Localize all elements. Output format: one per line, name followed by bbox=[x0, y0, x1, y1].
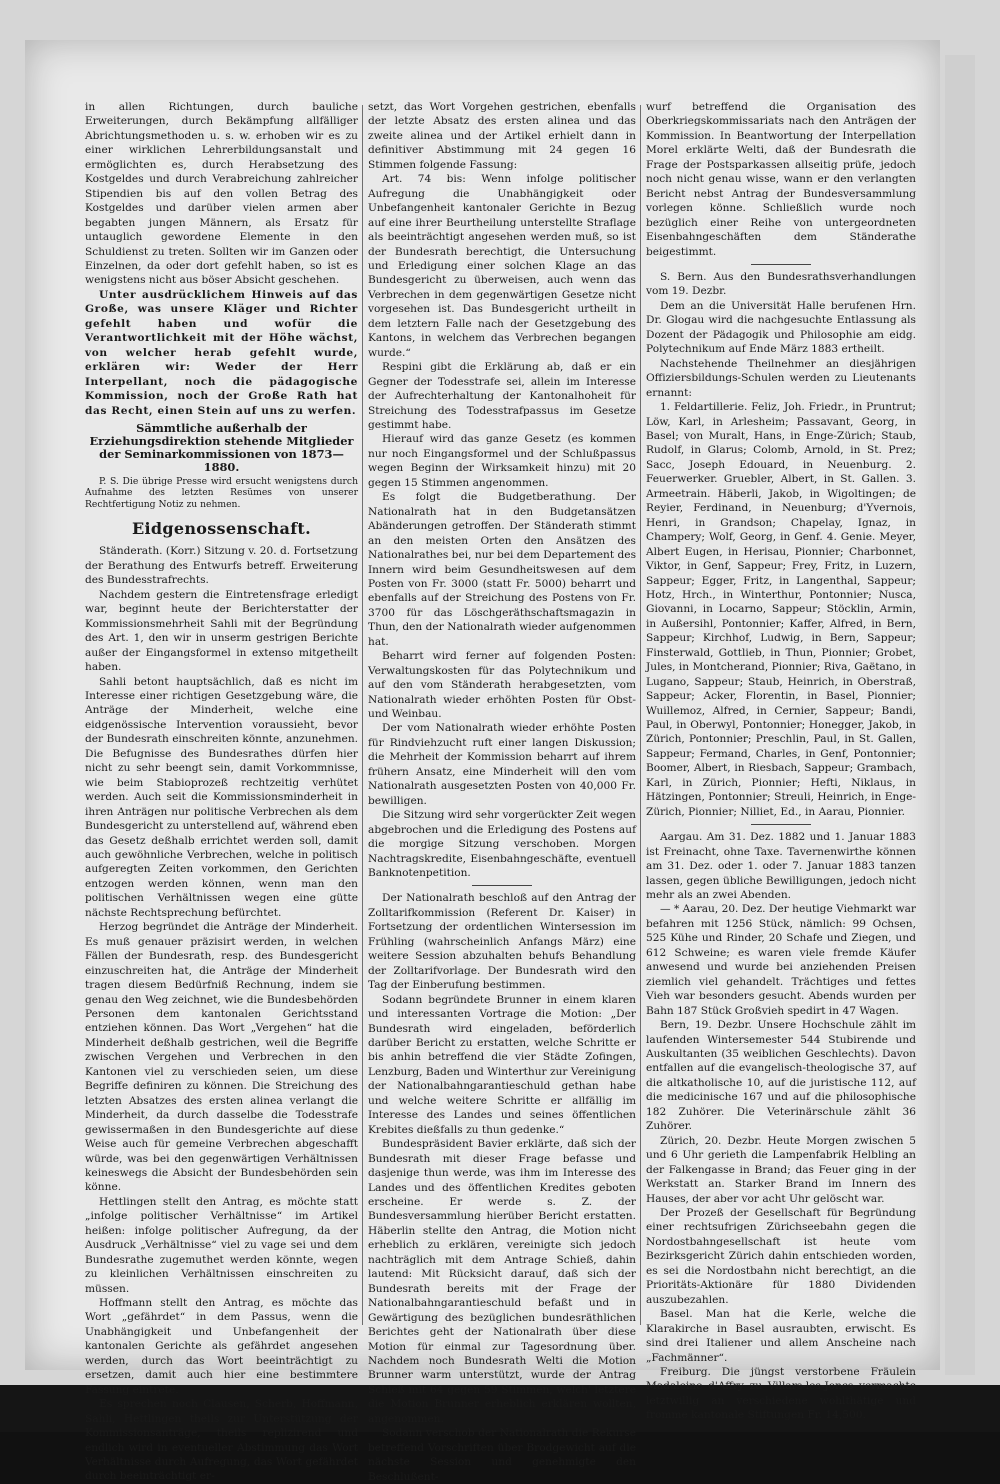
article-paragraph: Es sprechen noch Clausen, Scherb, Hoffmann, Sahli, Hettlingen theils zur Unterstützung der Kommissionsanträge, theils replizirend und endlich wird in eventueller Abstimmung das Wort Verhältnisse durch Aufregung, das Wort gefährdet durch beeinträchtigt er- bbox=[85, 1398, 358, 1483]
separator-rule bbox=[751, 264, 811, 265]
article-paragraph: Es folgt die Budgetberathung. Der Nationalrath hat in den Budgetansätzen Abänderungen getroffen. Der Ständerath stimmt an den meisten Orten den Ansätzen des Nationalrathes bei, nur bei dem Departement des Innern wird beim Gesundheitswesen auf dem Posten von Fr. 3000 (statt Fr. 5000) beharrt und ebenfalls auf der Streichung des Postens von Fr. 3700 für das Löschgeräthschaftsmagazin in Thun, den der Nationalrath wieder aufgenommen hat. bbox=[368, 491, 636, 648]
article-paragraph: wurf betreffend die Organisation des Oberkriegskommissariats nach den Anträgen der Kommission. In Beantwortung der Interpellation Morel erklärte Welti, daß der Bundesrath die Frage der Postsparkassen allseitig prüfe, jedoch noch nicht genau wisse, wann er den verlangten Bericht nebst Antrag der Bundesversammlung vorlegen könne. Schließlich wurde noch bezüglich einer Reihe von untergeordneten Eisenbahngeschäften dem Ständerathe beigestimmt. bbox=[646, 101, 916, 258]
article-paragraph: Nachstehende Theilnehmer an diesjährigen Offiziersbildungs-Schulen werden zu Lieutenants ernannt: bbox=[646, 357, 916, 399]
section-title: Eidgenossenschaft. bbox=[132, 519, 311, 539]
article-paragraph: Art. 74 bis: Wenn infolge politischer Aufregung die Unabhängigkeit oder Unbefangenheit kantonaler Gerichte in Bezug auf eine ihrer Beurtheilung unterstellte Straflage als beeinträchtigt angesehen werden muß, so ist der Bundesrath berechtigt, die Untersuchung und Erledigung einer solchen Klage an das Bundesgericht zu überweisen, auch wenn das Verbrechen in dem gegenwärtigen Gesetze nicht vorgesehen ist. Das Bundesgericht urtheilt in dem letztern Falle nach der Gesetzgebung des Kantons, in welchem das Verbrechen begangen wurde.“ bbox=[368, 173, 636, 359]
column-rule-1 bbox=[362, 105, 363, 1325]
article-paragraph: Basel. Man hat die Kerle, welche die Klarakirche in Basel ausraubten, erwischt. Es sind drei Italiener und allem Anscheine nach „Fachmänner“. bbox=[646, 1308, 916, 1364]
signature-heading: Sämmtliche außerhalb der Erziehungsdirektion stehende Mitglieder der Seminarkommissionen von 1873—1880. bbox=[89, 420, 354, 474]
column-rule-2 bbox=[640, 105, 641, 1325]
article-paragraph: Freiburg. Die jüngst verstorbene Fräulein Madaleine d'Affry zu Villars-les-Joncs vermachte letztwillig an verschiedene wohlthätige und fromme kantonale Stiftungen Fr. 14,500. bbox=[646, 1365, 916, 1422]
column-1 bbox=[85, 100, 359, 1483]
article-paragraph: Unter ausdrücklichem Hinweis auf das Große, was unsere Kläger und Richter gefehlt haben und wofür die Verantwortlichkeit mit der Höhe wächst, von welcher herab gefehlt wurde, erklären wir: Weder der Herr Interpellant, noch die pädagogische Kommission, noch der Große Rath hat das Recht, einen Stein auf uns zu werfen. bbox=[85, 288, 358, 417]
article-paragraph: Der Nationalrath beschloß auf den Antrag der Zolltarifkommission (Referent Dr. Kaiser) in Fortsetzung der ordentlichen Wintersession im Frühling (wahrscheinlich Anfangs März) eine weitere Session abzuhalten behufs Behandlung der Zolltarifvorlage. Der Bundesrath wird den Tag der Einberufung bestimmen. bbox=[368, 892, 636, 992]
article-paragraph: Hierauf wird das ganze Gesetz (es kommen nur noch Eingangsformel und der Schlußpassus wegen Beginn der Wirksamkeit hinzu) mit 20 gegen 15 Stimmen angenommen. bbox=[368, 433, 636, 489]
article-paragraph: Bundespräsident Bavier erklärte, daß sich der Bundesrath mit dieser Frage befasse und dasjenige thun werde, was ihm im Interesse des Landes und des öffentlichen Kredites geboten erscheine. Er werde s. Z. der Bundesversammlung hierüber Bericht erstatten. Häberlin stellte den Antrag, die Motion nicht erheblich zu erklären, vereinigte sich jedoch nachträglich mit dem Antrage Schieß, dahin lautend: Mit Rücksicht darauf, daß sich der Bundesrath bereits mit der Frage der Nationalbahngarantieschuld befaßt und in Gewärtigung des bezüglichen bundesräthlichen Berichtes geht der Nationalrath über diese Motion für einmal zur Tagesordnung über. Nachdem noch Bundesrath Welti die Motion Brunner warm unterstützt, wurde der Antrag Schieß mit 64 gegen 59 Stimmen, welch' letztere die Motion Brunner erheblich erklären wollten, angenommen. bbox=[368, 1138, 636, 1425]
article-paragraph: Sodann verschob der Nationalrath die Rekurse betreffend Vorschriften über Brodgewicht auf die nächste Session und genehmigte den Beschlußent- bbox=[368, 1427, 636, 1483]
article-paragraph: Respini gibt die Erklärung ab, daß er ein Gegner der Todesstrafe sei, allein im Interesse der Aufrechterhaltung der Kantonalhoheit für Streichung des Todesstrafpassus im Gesetze gestimmt habe. bbox=[368, 361, 636, 431]
postscript: P. S. Die übrige Presse wird ersucht wenigstens durch Aufnahme des letzten Resümes von unserer Rechtfertigung Notiz zu nehmen. bbox=[85, 475, 358, 510]
article-paragraph: Nachdem gestern die Eintretensfrage erledigt war, beginnt heute der Berichterstatter der Kommissionsmehrheit Sahli mit der Begründung des Art. 1, den wir in unserm gestrigen Berichte außer der Eingangsformel in extenso mitgetheilt haben. bbox=[85, 588, 358, 674]
article-paragraph: Ständerath. (Korr.) Sitzung v. 20. d. Fortsetzung der Berathung des Entwurfs betreff. Erweiterung des Bundesstrafrechts. bbox=[85, 545, 358, 587]
article-paragraph: — * Aarau, 20. Dez. Der heutige Viehmarkt war befahren mit 1256 Stück, nämlich: 99 Ochsen, 525 Kühe und Rinder, 20 Schafe und Ziegen, und 612 Schweine; es waren viele fremde Käufer anwesend und wurde bei anziehenden Preisen ziemlich viel gehandelt. Trächtiges und fettes Vieh war besonders gesucht. Abends wurden per Bahn 187 Stück Großvieh spedirt in 47 Wagen. bbox=[646, 903, 916, 1017]
article-paragraph: setzt, das Wort Vorgehen gestrichen, ebenfalls der letzte Absatz des ersten alinea und das zweite alinea und der Artikel erhielt dann in definitiver Abstimmung mit 24 gegen 16 Stimmen folgende Fassung: bbox=[368, 101, 636, 171]
article-paragraph: Aargau. Am 31. Dez. 1882 und 1. Januar 1883 ist Freinacht, ohne Taxe. Tavernenwirthe können am 31. Dez. oder 1. oder 7. Januar 1883 tanzen lassen, gegen übliche Bewilligungen, jedoch nicht mehr als an zwei Abenden. bbox=[646, 831, 916, 902]
article-paragraph: S. Bern. Aus den Bundesrathsverhandlungen vom 19. Dezbr. bbox=[646, 270, 916, 298]
article-paragraph: Zürich, 20. Dezbr. Heute Morgen zwischen 5 und 6 Uhr gerieth die Lampenfabrik Helbling an der Falkengasse in Brand; das Feuer ging in der Werkstatt an. Starker Brand im Innern des Hauses, der aber vor acht Uhr gelöscht war. bbox=[646, 1134, 916, 1205]
adjacent-page-edge bbox=[945, 55, 975, 1375]
article-paragraph: Sodann begründete Brunner in einem klaren und interessanten Vortrage die Motion: „Der Bundesrath wird eingeladen, beförderlich darüber Bericht zu erstatten, welche Schritte er bis anhin betreffend die vier Städte Zofingen, Lenzburg, Baden und Winterthur zur Vereinigung der Nationalbahngarantieschuld gethan habe und welche weitere Schritte er allfällig im Interesse des Landes und seines öffentlichen Krebites dießfalls zu thun gedenke.“ bbox=[368, 993, 636, 1136]
column-3 bbox=[646, 100, 916, 1422]
article-paragraph: Die Sitzung wird sehr vorgerückter Zeit wegen abgebrochen und die Erledigung des Postens auf die morgige Sitzung verschoben. Morgen Nachtragskredite, Eisenbahngeschäfte, eventuell Banknotenpetition. bbox=[368, 809, 636, 880]
article-paragraph: Der Prozeß der Gesellschaft für Begründung einer rechtsufrigen Zürichseebahn gegen die Nordostbahngesellschaft ist heute vom Bezirksgericht Zürich dahin entschieden worden, es sei die Nordostbahn nicht berechtigt, an die Prioritäts-Aktionäre für 1880 Dividenden auszubezahlen. bbox=[646, 1206, 916, 1306]
article-paragraph: Sahli betont hauptsächlich, daß es nicht im Interesse einer richtigen Gesetzgebung wäre, die Anträge der Minderheit, welche eine eidgenössische Intervention voraussieht, bevor der Bundesrath einschreiten könnte, anzunehmen. Die Befugnisse des Bundesrathes dürfen hier nicht zu sehr beengt sein, damit Vorkommnisse, wie beim Stabioprozeß rechtzeitig verhütet werden. Auch seit die Kommissionsminderheit in ihren Anträgen nur politische Verbrechen als dem Bundesgericht zu unterstellend auf, während eben das Gesetz deßhalb errichtet werden soll, damit auch gewöhnliche Verbrechen, welche in politisch aufgeregten Zeiten vorkommen, den Gerichten entzogen werden können, wenn man den politischen Verhältnissen wegen eine gütte nächste Rechtsprechung befürchtet. bbox=[85, 675, 359, 919]
separator-rule bbox=[472, 885, 532, 886]
article-paragraph: Hoffmann stellt den Antrag, es möchte das Wort „gefährdet“ in dem Passus, wenn die Unabhängigkeit und Unbefangenheit der kantonalen Gerichte als gefährdet angesehen werden, durch das Wort beeinträchtigt zu ersetzen, damit auch hier eine bestimmtere Fassung eintrete. bbox=[85, 1297, 358, 1396]
article-paragraph: Bern, 19. Dezbr. Unsere Hochschule zählt im laufenden Wintersemester 544 Stubirende und Auskultanten (35 weiblichen Geschlechts). Davon entfallen auf die evangelisch-theologische 37, auf die altkatholische 10, auf die juristische 112, auf die medicinische 167 und auf die philosophische 182 Zuhörer. Die Veterinärschule zählt 36 Zuhörer. bbox=[646, 1019, 916, 1133]
separator-rule bbox=[751, 824, 811, 825]
article-paragraph: in allen Richtungen, durch bauliche Erweiterungen, durch Bekämpfung allfälliger Abrichtungsmethoden u. s. w. erhoben wir es zu einer wirklichen Lehrerbildungsanstalt und ermöglichten es, durch Herabsetzung des Kostgeldes und durch Verabreichung zahlreicher Stipendien bis auf den vollen Betrag des Kostgeldes und darüber vielen armen aber begabten jungen Männern, als Ersatz für untauglich gewordene Elemente in den Schuldienst zu treten. Sollten wir im Ganzen oder Einzelnen, da oder dort gefehlt haben, so ist es wenigstens nicht aus böser Absicht geschehen. bbox=[85, 101, 358, 287]
article-paragraph: Hettlingen stellt den Antrag, es möchte statt „infolge politischer Verhältnisse“ im Artikel heißen: infolge politischer Aufregung, da der Ausdruck „Verhältnisse“ viel zu vage sei und dem Bundesrathe zugemuthet werden könnte, wegen zu kleinlichen Verhältnissen einschreiten zu müssen. bbox=[85, 1195, 358, 1295]
column-2 bbox=[368, 100, 636, 1483]
article-paragraph: Der vom Nationalrath wieder erhöhte Posten für Rindviehzucht ruft einer langen Diskussion; die Mehrheit der Kommission beharrt auf ihrem frühern Ansatz, eine Minderheit will den vom Nationalrath ausgesetzten Posten von 40,000 Fr. bewilligen. bbox=[368, 722, 636, 807]
article-paragraph: Beharrt wird ferner auf folgenden Posten: Verwaltungskosten für das Polytechnikum und auf den vom Ständerath herabgesetzten, vom Nationalrath wieder erhöhten Posten für Obst- und Weinbau. bbox=[368, 650, 636, 721]
article-paragraph: Herzog begründet die Anträge der Minderheit. Es muß genauer präzisirt werden, in welchen Fällen der Bundesrath, resp. des Bundesgericht einzuschreiten hat, die Anträge der Minderheit tragen diesem Bedürfniß Rechnung, indem sie genau den Weg zeichnet, wie die Bundesbehörden Personen dem kantonalen Gerichtsstand entziehen können. Das Wort „Vergehen“ hat die Minderheit deßhalb gestrichen, weil die Begriffe zwischen Vergehen und Verbrechen in den Kantonen viel zu verschieden seien, um diese Begriffe definiren zu können. Die Streichung des letzten Absatzes des ersten alinea verlangt die Minderheit, da durch dasselbe die Todesstrafe gewissermaßen in den Bundesgerichte auf diese Weise auch für gemeine Verbrechen abgeschafft würde, was bei den gegenwärtigen Verhältnissen keineswegs die Absicht der Bundesbehörden sein könne. bbox=[85, 921, 358, 1194]
article-paragraph: Dem an die Universität Halle berufenen Hrn. Dr. Glogau wird die nachgesuchte Entlassung als Dozent der Pädagogik und Philosophie am eidg. Polytechnikum auf Ende März 1883 ertheilt. bbox=[646, 299, 916, 356]
article-paragraph: 1. Feldartillerie. Feliz, Joh. Friedr., in Pruntrut; Löw, Karl, in Arlesheim; Passavant, Georg, in Basel; von Muralt, Hans, in Enge-Zürich; Staub, Rudolf, in Glarus; Colomb, Arnold, in St. Prez; Sacc, Joseph Edouard, in Neuenburg. 2. Feuerwerker. Gruebler, Albert, in St. Gallen. 3. Armeetrain. Häberli, Jakob, in Wigoltingen; de Reyier, Ferdinand, in Neuenburg; d'Yvernois, Henri, in Grandson; Chapelay, Ignaz, in Champery; Wolf, Georg, in Genf. 4. Genie. Meyer, Albert Eugen, in Herisau, Pionnier; Charbonnet, Viktor, in Genf, Sappeur; Frey, Fritz, in Luzern, Sappeur; Egger, Fritz, in Langenthal, Sappeur; Hotz, Hrch., in Winterthur, Pontonnier; Nusca, Giovanni, in Locarno, Sappeur; Stöcklin, Armin, in Außersihl, Pontonnier; Kaffer, Alfred, in Bern, Sappeur; Kirchhof, Ludwig, in Bern, Sappeur; Finsterwald, Gottlieb, in Thun, Pionnier; Grobet, Jules, in Montcherand, Pionnier; Riva, Gaëtano, in Lugano, Sappeur; Staub, Heinrich, in Oberstraß, Sappeur; Acker, Florentin, in Basel, Pionnier; Wuillemoz, Alfred, in Cernier, Sappeur; Bandi, Paul, in Oberwyl, Pontonnier; Honegger, Jakob, in Zürich, Pontonnier; Preschlin, Paul, in St. Gallen, Sappeur; Fermand, Charles, in Genf, Pontonnier; Boomer, Albert, in Riesbach, Sappeur; Grambach, Karl, in Zürich, Pionnier; Hefti, Niklaus, in Hätzingen, Pontonnier; Streuli, Heinrich, in Enge-Zürich, Pionnier; Nilliet, Ed., in Aarau, Pionnier. bbox=[646, 401, 916, 818]
